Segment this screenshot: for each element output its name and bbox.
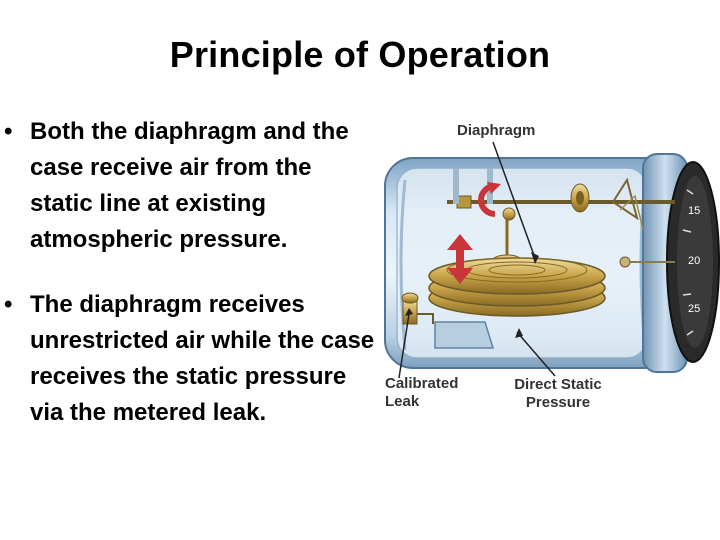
direct-static-label-line2: Pressure [525,394,591,411]
bullet-glyph: • [4,291,13,318]
bullet-glyph: • [4,118,13,145]
bullet-text: The diaphragm receives unrestricted air while the case receives the static pressure via the metered leak. [30,291,375,426]
slide-title: Principle of Operation [169,34,551,75]
calibrated-leak-label-line2: Leak [385,393,420,410]
dial-number: 15 [688,205,701,217]
calibrated-leak-label-line1: Calibrated [385,375,459,392]
dial-number: 25 [688,303,701,315]
bullet-list [4,114,379,431]
diaphragm-label: Diaphragm [457,122,536,139]
bullet-text: Both the diaphragm and the case receive air from the static line at existing atmospheric pressure. [30,118,349,253]
bullet-item [4,287,379,431]
dial-number: 20 [688,255,701,267]
altimeter-diagram [375,110,720,430]
direct-static-label-line1: Direct Static [514,376,602,393]
bullet-item [4,114,379,258]
